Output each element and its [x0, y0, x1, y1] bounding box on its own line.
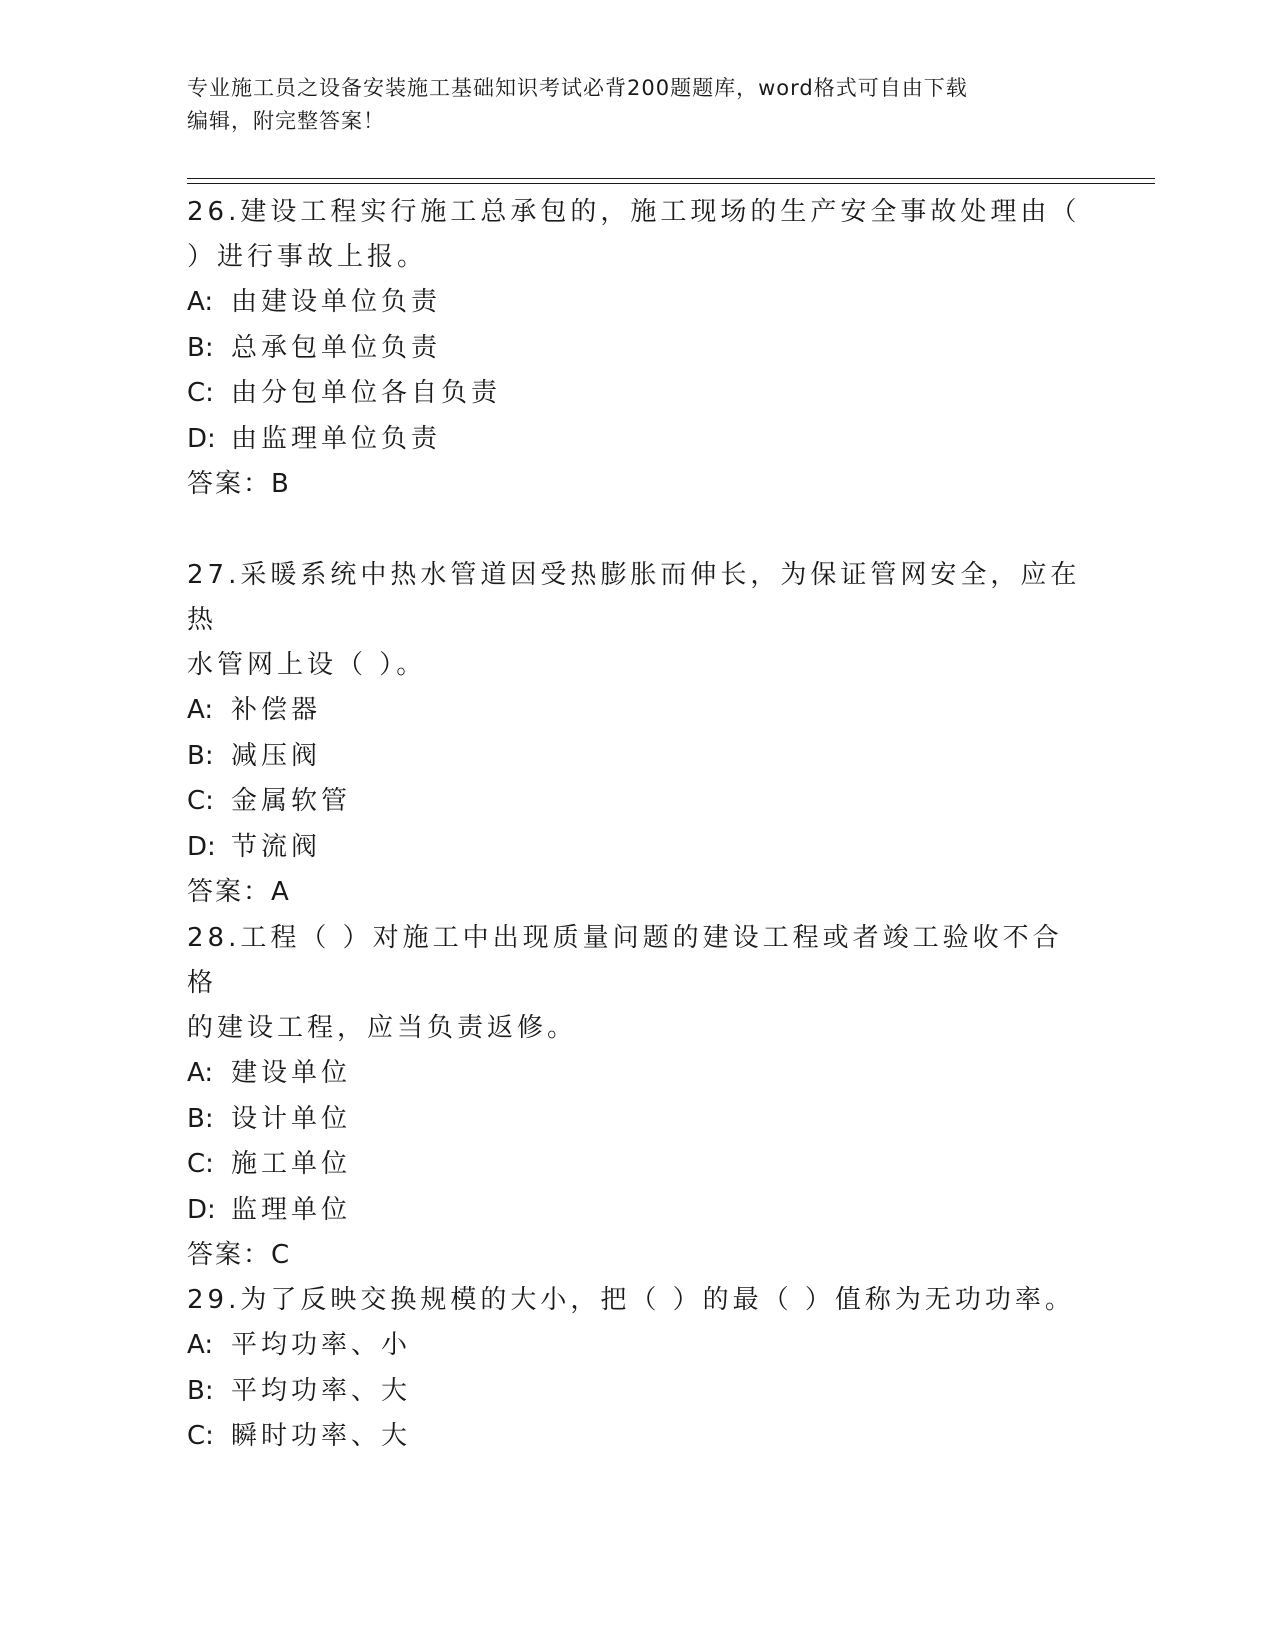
question-stem-line-1: 26.建设工程实行施工总承包的，施工现场的生产安全事故处理由（ [187, 197, 1081, 227]
question-stem-line-2: 水管网上设（ ）。 [187, 650, 427, 680]
option-key: B: [187, 332, 214, 363]
option-key: D: [187, 423, 216, 454]
header-rule-bottom [187, 183, 1155, 184]
option-text: 总承包单位负责 [231, 332, 442, 363]
option-c [187, 779, 1087, 825]
question-stem-line-2: 的建设工程，应当负责返修。 [187, 1013, 578, 1043]
option-a [187, 1051, 1087, 1097]
option-c [187, 371, 1087, 417]
option-key: D: [187, 1194, 216, 1225]
header-rule-top [187, 178, 1155, 179]
option-text: 由分包单位各自负责 [231, 378, 502, 408]
option-text: 设计单位 [231, 1103, 352, 1134]
option-key: C: [187, 1149, 214, 1179]
question-stem-line-1: 27.采暖系统中热水管道因受热膨胀而伸长，为保证管网安全，应在热 [187, 560, 1081, 635]
answer-line [187, 1233, 1087, 1279]
option-text: 节流阀 [231, 831, 322, 862]
option-b [187, 734, 1087, 780]
option-text: 由监理单位负责 [231, 423, 442, 454]
answer-label: 答案： [187, 1240, 272, 1270]
option-text: 瞬时功率、大 [231, 1421, 412, 1451]
header-line-2: 编辑，附完整答案！ [187, 109, 385, 133]
option-d [187, 825, 1087, 871]
option-key: C: [187, 1421, 214, 1451]
option-d [187, 1188, 1087, 1234]
option-key: D: [187, 831, 216, 862]
option-key: B: [187, 1103, 214, 1134]
option-c [187, 1142, 1087, 1188]
question-stem-line-2: ）进行事故上报。 [187, 242, 428, 272]
option-text: 平均功率、大 [231, 1375, 412, 1406]
option-key: C: [187, 378, 214, 408]
question-stem-line-1: 29.为了反映交换规模的大小，把（ ）的最（ ）值称为无功功率。 [187, 1285, 1075, 1315]
option-c [187, 1414, 1087, 1460]
option-key: B: [187, 1375, 214, 1406]
option-key: A: [187, 695, 214, 725]
option-b [187, 326, 1087, 372]
option-text: 建设单位 [231, 1058, 352, 1088]
option-a [187, 688, 1087, 734]
option-key: C: [187, 786, 214, 816]
option-text: 施工单位 [231, 1149, 352, 1179]
option-b [187, 1369, 1087, 1415]
option-a [187, 280, 1087, 326]
option-text: 监理单位 [231, 1194, 352, 1225]
document-header [187, 72, 1067, 138]
option-a [187, 1323, 1087, 1369]
option-text: 补偿器 [231, 695, 322, 725]
question-29 [187, 1278, 1087, 1460]
option-text: 平均功率、小 [231, 1330, 412, 1360]
option-key: A: [187, 1058, 214, 1088]
option-text: 由建设单位负责 [231, 287, 442, 317]
option-b [187, 1097, 1087, 1143]
question-28 [187, 916, 1087, 1279]
header-line-1: 专业施工员之设备安装施工基础知识考试必背200题题库，word格式可自由下载 [187, 76, 968, 100]
answer-value: C [271, 1240, 290, 1270]
answer-line [187, 462, 1087, 508]
option-text: 金属软管 [231, 786, 352, 816]
answer-line [187, 870, 1087, 916]
question-26 [187, 190, 1087, 508]
answer-value: B [271, 469, 289, 499]
option-d [187, 417, 1087, 463]
question-stem-line-1: 28.工程（ ）对施工中出现质量问题的建设工程或者竣工验收不合格 [187, 923, 1063, 998]
option-key: A: [187, 1330, 214, 1360]
option-text: 减压阀 [231, 740, 322, 771]
answer-label: 答案： [187, 877, 272, 907]
question-27 [187, 553, 1087, 916]
option-key: B: [187, 740, 214, 771]
answer-label: 答案： [187, 469, 272, 499]
answer-value: A [271, 877, 289, 907]
option-key: A: [187, 287, 214, 317]
